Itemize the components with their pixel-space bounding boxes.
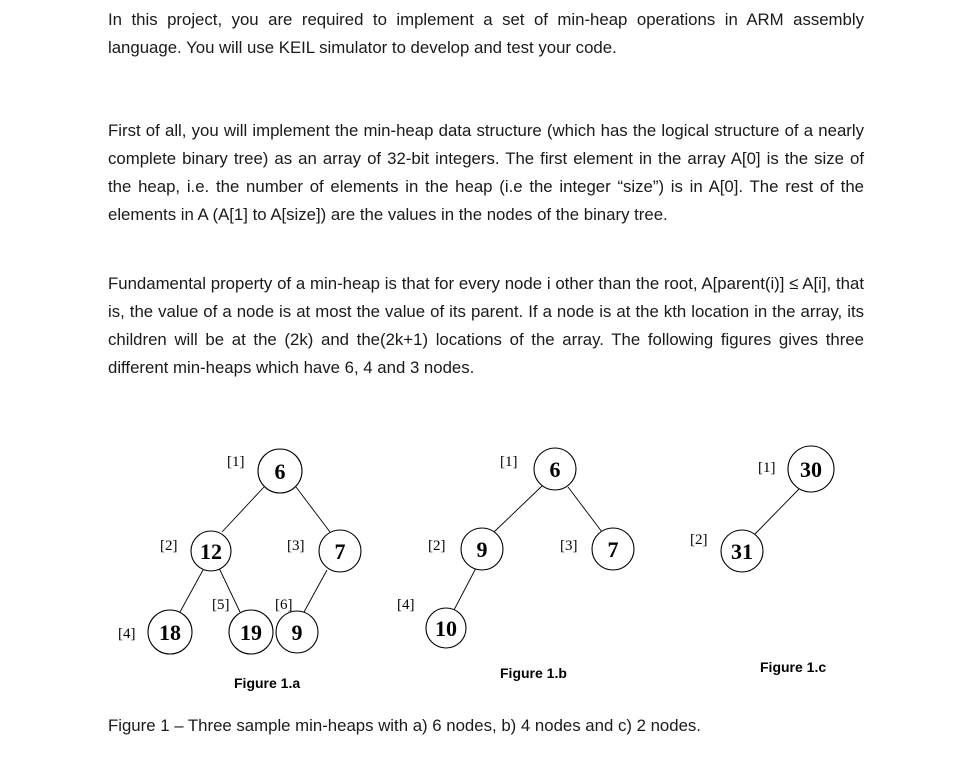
figure-b-node-1 [500, 448, 576, 490]
figure-a-node-6 [275, 597, 318, 653]
node-value: 7 [334, 539, 346, 564]
edge-a-1-2 [222, 487, 264, 532]
figure-caption: Figure 1 – Three sample min-heaps with a) 6 nodes, b) 4 nodes and c) 2 nodes. [108, 716, 701, 735]
figure-c-node-1 [758, 446, 834, 492]
edge-a-1-3 [296, 487, 330, 532]
node-index: [2] [690, 532, 708, 548]
node-value: 18 [159, 620, 181, 645]
figure-c-label: Figure 1.c [760, 659, 827, 675]
figure-b-node-2 [428, 528, 503, 570]
node-index: [1] [500, 454, 518, 470]
node-value: 30 [800, 457, 822, 482]
node-index: [4] [118, 626, 136, 642]
figure-a-label: Figure 1.a [234, 675, 301, 691]
figure-a-node-1 [227, 449, 302, 493]
node-index: [2] [428, 538, 446, 554]
node-value: 9 [291, 620, 303, 645]
node-value: 7 [607, 537, 619, 562]
node-value: 9 [476, 537, 488, 562]
figure-a-node-5 [212, 597, 273, 654]
node-index: [4] [397, 597, 415, 613]
edge-b-1-3 [568, 487, 602, 532]
heap-property-paragraph: Fundamental property of a min-heap is that for every node i other than the root, A[parent(i)] ≤ A[i], that is, the value of a node is at most the value of its parent. If a node is at the kth location in the array, its children will be at the (2k) and the(2k+1) locations of the array. The following figures gives three different min-heaps which have 6, 4 and 3 nodes. [108, 274, 864, 377]
node-index: [6] [275, 597, 293, 613]
node-index: [2] [160, 538, 178, 554]
figure-b-node-3 [560, 528, 634, 570]
edge-b-1-2 [494, 486, 542, 532]
node-value: 31 [731, 539, 753, 564]
figure-c-node-2 [690, 530, 763, 572]
heap-structure-paragraph: First of all, you will implement the min-heap data structure (which has the logical structure of a nearly complete binary tree) as an array of 32-bit integers. The first element in the array A[0] is the size of the heap, i.e. the number of elements in the heap (i.e the integer “size”) is in A[0]. The rest of the elements in A (A[1] to A[size]) are the values in the nodes of the binary tree. [108, 121, 864, 224]
node-index: [1] [758, 460, 776, 476]
figure-b-label: Figure 1.b [500, 665, 567, 681]
figure-c-edges [754, 489, 799, 535]
edge-a-2-4 [180, 570, 203, 612]
intro-paragraph: In this project, you are required to implement a set of min-heap operations in ARM assembly language. You will use KEIL simulator to develop and test your code. [108, 10, 864, 57]
node-value: 6 [274, 459, 286, 484]
figure-a-node-3 [287, 530, 361, 572]
node-value: 6 [549, 457, 561, 482]
node-index: [3] [287, 538, 305, 554]
node-index: [5] [212, 597, 230, 613]
node-index: [3] [560, 538, 578, 554]
edge-b-2-4 [454, 568, 476, 610]
edge-c-1-2 [754, 489, 799, 535]
node-index: [1] [227, 454, 245, 470]
node-value: 12 [200, 539, 222, 564]
edge-a-3-6 [304, 570, 327, 612]
figure-a-node-4 [118, 610, 192, 654]
node-value: 10 [435, 616, 457, 641]
figure-b-node-4 [397, 597, 466, 648]
node-value: 19 [240, 620, 262, 645]
figure-a-node-2 [160, 531, 231, 571]
